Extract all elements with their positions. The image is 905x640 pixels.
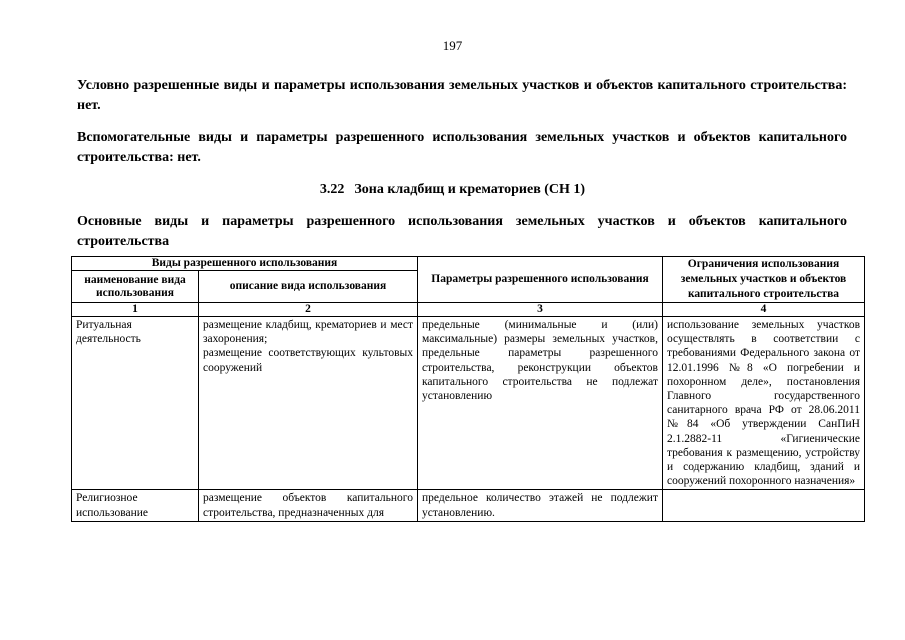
- use-description-cell: [199, 317, 418, 490]
- use-parameters: предельное количество этажей не подлежит установлению.: [422, 492, 658, 519]
- use-parameters-cell: [418, 490, 663, 521]
- column-number: 2: [199, 303, 418, 317]
- header-use-description: описание вида использования: [199, 271, 418, 303]
- header-use-name: наименование вида использования: [72, 271, 199, 303]
- use-limitations: использование земельных участков осуществлять в соответствии с требованиями Федерального закона от 12.01.1996 №8 «О погребении и похоронном деле», постановления Главного государственного санитарного врача РФ от 28.06.2011 №84 «Об утверждении СанПиН 2.1.2882-11 «Гигиенические требования к размещению, устройству и содержанию кладбищ, зданий и сооружений похоронного назначения»: [667, 319, 860, 488]
- header-parameters: Параметры разрешенного использования: [418, 257, 663, 303]
- table-number-row: [72, 303, 865, 317]
- zone-number: 3.22: [319, 182, 345, 197]
- auxiliary-uses-heading: Вспомогательные виды и параметры разрешенного использования земельных участков и объектов капитального строительства: нет.: [77, 130, 847, 165]
- permitted-uses-table: [71, 256, 865, 522]
- column-number: 1: [72, 303, 199, 317]
- header-permitted-uses: Виды разрешенного использования: [72, 257, 418, 271]
- use-description: размещение объектов капитального строительства, предназначенных для: [203, 492, 413, 519]
- header-limitations: Ограничения использования земельных участков и объектов капитального строительства: [663, 257, 865, 303]
- zone-title: [0, 182, 905, 198]
- use-parameters-cell: [418, 317, 663, 490]
- main-uses-heading: Основные виды и параметры разрешенного использования земельных участков и объектов капитального строительства: [77, 214, 847, 249]
- use-name: Ритуальная деятельность: [76, 319, 141, 346]
- use-description-cell: [199, 490, 418, 521]
- table-header-row: [72, 257, 865, 271]
- column-number: 4: [663, 303, 865, 317]
- column-number: 3: [418, 303, 663, 317]
- use-parameters: предельные (минимальные и (или) максимальные) размеры земельных участков, предельные параметры разрешенного строительства, реконструкции объектов капитального строительства не подлежат установлению: [422, 319, 658, 403]
- use-limitations-cell: [663, 317, 865, 490]
- table-row: [72, 317, 865, 490]
- use-name: Религиозное использование: [76, 492, 149, 519]
- use-name-cell: [72, 317, 199, 490]
- page-number: 197: [442, 38, 463, 53]
- use-description: размещение кладбищ, крематориев и мест захоронения; размещение соответствующих культовых сооружений: [203, 319, 413, 374]
- table-row: [72, 490, 865, 521]
- use-name-cell: [72, 490, 199, 521]
- use-limitations-cell: [663, 490, 865, 521]
- conditional-uses-heading: Условно разрешенные виды и параметры использования земельных участков и объектов капитального строительства: нет.: [77, 78, 847, 113]
- zone-name: Зона кладбищ и крематориев (СН 1): [354, 182, 586, 197]
